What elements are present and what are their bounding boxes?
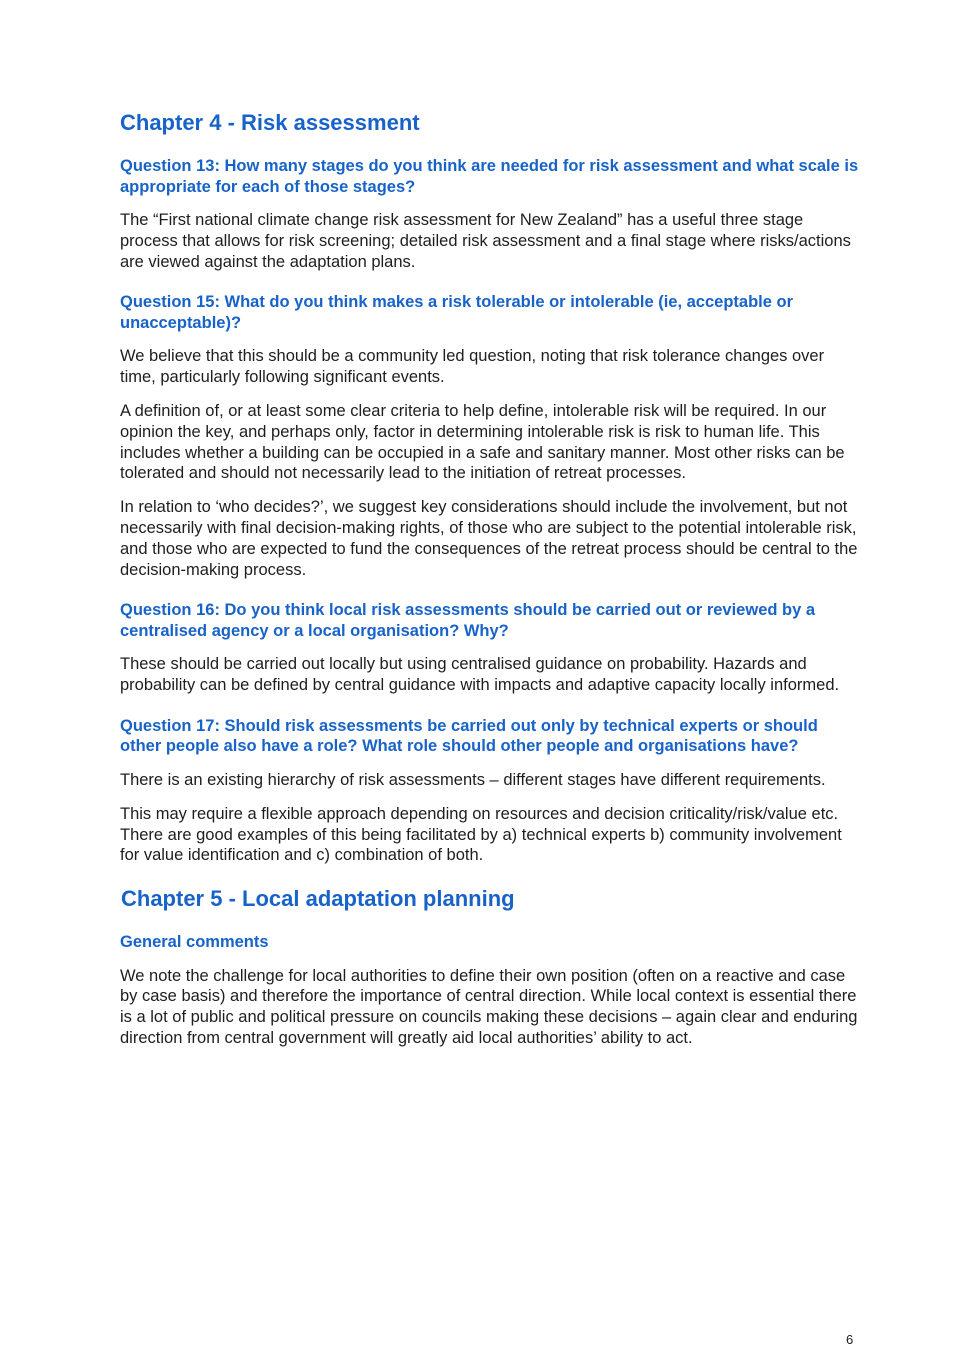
answer-17-paragraph-1: There is an existing hierarchy of risk assessments – different stages have different requirements. xyxy=(120,770,826,789)
answer-17-paragraph-2: This may require a flexible approach depending on resources and decision criticality/risk/value etc. There are good examples of this being facilitated by a) technical experts b) community involvement for value identification and c) combination of both. xyxy=(120,804,842,865)
general-comments-heading: General comments xyxy=(120,933,269,952)
answer-15-paragraph-1: We believe that this should be a community led question, noting that risk tolerance changes over time, particularly following significant events. xyxy=(120,347,825,387)
question-15: Question 15: What do you think makes a risk tolerable or intolerable (ie, acceptable or unacceptable)? xyxy=(120,293,794,332)
answer-13-paragraph-1: The “First national climate change risk assessment for New Zealand” has a useful three stage process that allows for risk screening; detailed risk assessment and a final stage where risks/actions are viewed against the adaptation plans. xyxy=(120,211,851,271)
chapter-5-title: Chapter 5 - Local adaptation planning xyxy=(121,886,515,912)
question-17: Question 17: Should risk assessments be carried out only by technical experts or should other people also have a role? What role should other people and organisations have? xyxy=(120,716,818,756)
section-gap xyxy=(120,593,862,600)
section-gap xyxy=(120,285,862,292)
section-gap xyxy=(120,709,862,716)
answer-15-paragraph-2: A definition of, or at least some clear criteria to help define, intolerable risk will be required. In our opinion the key, and perhaps only, factor in determining intolerable risk is risk to human life. This includes whether a building can be occupied in a safe and sanitary manner. Most other risks can be tolerated and should not necessarily lead to the initiation of retreat processes. xyxy=(120,401,845,483)
page-number: 6 xyxy=(846,1332,854,1347)
document-page xyxy=(120,108,862,1062)
general-comments-paragraph-1: We note the challenge for local authorities to define their own position (often on a reactive and case by case basis) and therefore the importance of central direction. While local context is essential there is a lot of public and political pressure on councils making these decisions – again clear and enduring direction from central government will greatly aid local authorities’ ability to act. xyxy=(120,966,858,1048)
question-13: Question 13: How many stages do you think are needed for risk assessment and what scale is appropriate for each of those stages? xyxy=(120,157,859,196)
chapter-4-title: Chapter 4 - Risk assessment xyxy=(120,110,420,135)
answer-16-paragraph-1: These should be carried out locally but using centralised guidance on probability. Hazards and probability can be defined by central guidance with impacts and adaptive capacity locally informed. xyxy=(120,655,840,695)
answer-15-paragraph-3: In relation to ‘who decides?’, we suggest key considerations should include the involvement, but not necessarily with final decision-making rights, of those who are subject to the potential intolerable risk, and those who are expected to fund the consequences of the retreat process should be central to the decision-making process. xyxy=(120,498,858,579)
question-16: Question 16: Do you think local risk assessments should be carried out or reviewed by a centralised agency or a local organisation? Why? xyxy=(120,601,816,640)
